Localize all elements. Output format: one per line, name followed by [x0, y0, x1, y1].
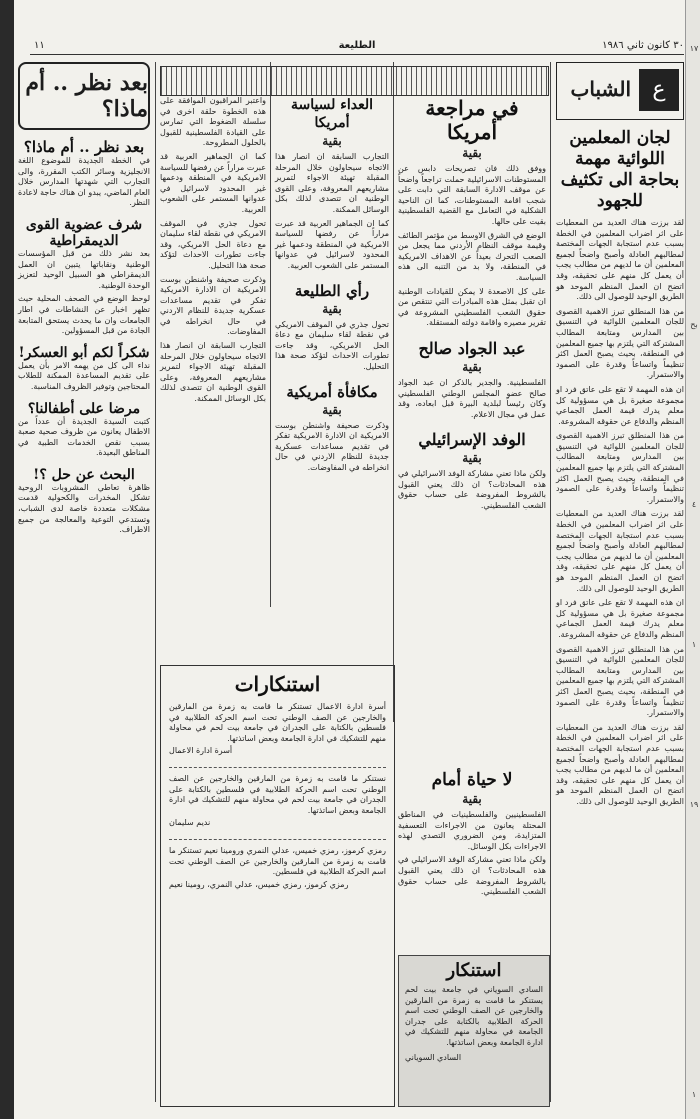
teachers-end: ان هذه المهمة لا تقع على عاتق فرد او مجموعة صغيرة بل هي مسؤولية كل معلم يدرك قيمة العمل الجماعي المنظم والدفاع عن حقوقه المشروعة.	[556, 384, 684, 426]
reward-america-headline: مكافأة أمريكية	[286, 382, 378, 401]
youth-column	[556, 62, 684, 807]
reward-continued: بقية	[322, 402, 342, 417]
after-look-text: في الخطة الجديدة للموضوع اللغة الانجليزية وسائر الكتب المقررة، والى التجارب التي شهدتها المدارس خلال العام الماضي، يبدو ان هناك حاجة لاعادة النظر.	[18, 156, 150, 208]
review-continued: بقية	[462, 146, 482, 160]
resignation-box	[398, 955, 550, 1107]
abdel-jawad-headline: عبد الجواد صالح	[418, 338, 526, 358]
review-text: على كل الاصعدة لا يمكن للقيادات الوطنية ان تقبل بمثل هذه المبادرات التي تنتقص من حقوق الشعب الفلسطيني المشروعة في تقرير مصيره واقامة دولته المستقلة.	[398, 286, 546, 328]
reward-text: وذكرت صحيفة واشنطن بوست الامريكية ان الادارة الامريكية تفكر في تقديم مساعدات عسكرية جديدة للنظام الاردني في حال انخراطه في المفاوضات.	[275, 420, 389, 472]
rabi-text: نداء الى كل من يهمه الامر بأن يعمل على تقديم المساعدة الممكنة للطلاب المحتاجين وتوفير الظروف المناسبة.	[18, 360, 150, 391]
review-america-column	[398, 96, 546, 512]
divider	[169, 839, 386, 840]
teachers-continued: من هذا المنطلق تبرز الاهمية القصوى للجان المعلمين اللوائية في التنسيق بين المدارس ومتابعة المطالب المشتركة التي يلتزم بها جميع المعلمين في المنطقة، بحيث يصبح العمل اكثر تنظيماً واتساعاً وقدرة على الصمود والاستمرار.	[556, 431, 684, 504]
hostility-headline: العداء لسياسة أمريكا	[290, 97, 374, 131]
column-rule	[550, 62, 551, 1102]
wafd-text: ولكن ماذا تعني مشاركة الوفد الاسرائيلي في هذه المحادثات؟ ان ذلك يعني القبول بالشروط المفروضة على حساب حقوق الشعب الفلسطيني.	[398, 469, 546, 511]
resignation-signature: أسرة ادارة الاعمال	[169, 746, 233, 756]
review-america-headline: في مراجعة أمريكا	[425, 96, 519, 144]
wafd-continued: بقية	[462, 451, 482, 466]
front-face-continued: بقية	[462, 792, 482, 806]
page-number: ١١	[34, 40, 45, 51]
wafd-headline: الوفد الإسرائيلي	[418, 430, 526, 450]
column-rule	[393, 62, 394, 722]
bleed-text: ١٩	[689, 800, 699, 809]
oversight-text: بعد نشر ذلك من قبل المؤسسات الوطنية ونقاباتها يتبين ان العمل الديمقراطي هو السبيل الوحيد لتعزيز الوحدة الوطنية.	[18, 248, 150, 290]
marvelous-headline: مرضا على أطفالنا؟	[27, 400, 141, 417]
resignations-headline: استنكارات	[234, 672, 321, 696]
teachers-more: من هذا المنطلق تبرز الاهمية القصوى للجان المعلمين اللوائية في التنسيق بين المدارس ومتابعة المطالب المشتركة التي يلتزم بها جميع المعلمين في المنطقة، بحيث يصبح العمل اكثر تنظيماً واتساعاً وقدرة على الصمود والاستمرار.	[556, 306, 684, 380]
resignation-text: رمزي كرموز، رمزي خميس، عدلي النمري ورومينا نعيم تستنكر ما قامت به زمرة من المارقين والخارجين عن الصف الوطني تحت اسم الحركة الطلابية في فلسطين.	[169, 845, 386, 877]
front-face-text: ولكن ماذا تعني مشاركة الوفد الاسرائيلي في هذه المحادثات؟ ان ذلك يعني القبول بالشروط المفروضة على حساب حقوق الشعب الفلسطيني.	[398, 855, 546, 897]
bleed-text: ٤	[691, 500, 697, 509]
resignation-signature: رمزي كرموز، رمزي خميس، عدلي النمري، رومينا نعيم	[169, 879, 349, 889]
hostility-text: كما ان الجماهير العربية قد عبرت مراراً عن رفضها للسياسة الامريكية في المنطقة ودعمها غير المحدود لاسرائيل في عدوانها المستمر على الشعوب العربية.	[275, 218, 389, 270]
reward-text: واعتبر المراقبون الموافقة على هذه الخطوة حلقة اخرى في سلسلة الضغوط التي تمارس على القيادة الفلسطينية للقبول بالحلول المطروحة.	[160, 96, 266, 148]
talia-continued: بقية	[322, 301, 342, 316]
hostility-text: التجارب السابقة ان انصار هذا الاتجاه سيحاولون خلال المرحلة المقبلة تهيئة الاجواء لتمرير مشاريعهم المعروفة، وعلى القوى الوطنية ان تتصدى لذلك بكل الوسائل الممكنة.	[275, 152, 389, 214]
pay-talk-headline: البحث عن حل ؟!	[33, 466, 135, 483]
after-look-headline: بعد نظر .. أم ماذا؟	[23, 138, 145, 156]
resignation-box-signature: السادي السوياني	[405, 1052, 462, 1062]
front-face-headline: لا حياة أمام	[431, 770, 513, 790]
column-rule	[270, 62, 271, 607]
reward-text: التجارب السابقة ان انصار هذا الاتجاه سيحاولون خلال المرحلة المقبلة تهيئة الاجواء لتمرير مشاريعهم المعروفة، وعلى القوى الوطنية ان تتصدى لذلك بكل الوسائل الممكنة.	[160, 341, 266, 404]
youth-badge: ع	[639, 69, 679, 111]
resignations-box	[160, 665, 395, 1107]
hostility-column	[275, 96, 389, 473]
abdel-jawad-text: الفلسطينية. والجدير بالذكر ان عبد الجواد صالح عضو المجلس الوطني الفلسطيني وكان رئيساً لبلدية البيرة قبل ابعاده، وقد عمل في مجال الاعلام.	[398, 377, 546, 419]
beni-darwish-text: لوحظ الوضع في الصحف المحلية حيث تظهر اخبار عن النشاطات في اطار الجامعات وان ما يحدث يستحق المتابعة الجادة من قبل المسؤولين.	[18, 294, 150, 336]
teachers-headline: لجان المعلمين اللوائية مهمة بحاجة الى تكثيف للجهود	[560, 128, 680, 211]
youth-section-banner	[556, 62, 684, 120]
letters-masthead	[18, 62, 150, 130]
talia-view-headline: رأي الطليعة	[294, 281, 370, 300]
issue-date: ٣٠ كانون ثاني ١٩٨٦	[602, 40, 684, 51]
letters-masthead-label: بعد نظر .. أم ماذا؟	[25, 70, 148, 122]
youth-section-label: الشباب	[570, 77, 631, 101]
adjacent-page-strip	[685, 0, 700, 1119]
page-header	[30, 38, 684, 55]
marvelous-text: كتبت السيدة الجديدة أن عدداً من الاطفال يعانون من ظروف صحية صعبة بسبب نقص الخدمات الطبية في المناطق البعيدة.	[18, 416, 150, 458]
divider	[169, 767, 386, 768]
resignation-box-headline: استنكار	[446, 960, 502, 981]
hostility-continued: بقية	[322, 134, 342, 148]
resignation-box-text: السادي السوياني في جامعة بيت لحم يستنكر ما قامت به زمرة من المارقين والخارجين عن الصف الوطني تحت اسم الحركة الطلابية بالكتابة على جدران الجامعة في محاولة منهم للتشكيك في ادارة الجامعة وبعض اساتذتها.	[405, 985, 543, 1047]
teachers-continued: ان هذه المهمة لا تقع على عاتق فرد او مجموعة صغيرة بل هي مسؤولية كل معلم يدرك قيمة العمل الجماعي المنظم والدفاع عن حقوقه المشروعة.	[556, 598, 684, 639]
reward-text: وذكرت صحيفة واشنطن بوست الامريكية ان الادارة الامريكية تفكر في تقديم مساعدات عسكرية جديدة للنظام الاردني في حال انخراطه في المفاوضات.	[160, 274, 266, 337]
reward-text: تحول جذري في الموقف الامريكي في نقطة لقاء سليمان مع دعاة الحل الامريكي، وقد جاءت تطورات الاحداث لتؤكد صحة هذا التحليل.	[160, 218, 266, 270]
reward-column	[160, 96, 266, 405]
resignation-text: نستنكر ما قامت به زمرة من المارقين والخارجين عن الصف الوطني تحت اسم الحركة الطلابية في فلسطين بالكتابة على الجدران في جامعة بيت لحم في محاولة منهم للتشكيك في ادارة الجامعة وبعض اساتذتها.	[169, 773, 386, 815]
letters-column	[18, 62, 150, 536]
pay-talk-text: ظاهرة تعاطي المشروبات الروحية تشكل المخدرات والكحولية قدمت مشكلات متعددة خاصة لدى الشباب، وتستدعي التوعية والمعالجة من جميع الاطراف.	[18, 482, 150, 535]
bleed-text: ١	[691, 640, 697, 649]
front-face-column	[398, 770, 546, 898]
review-text: الوضع في الشرق الاوسط من مؤتمر الطائف وقيمة موقف النظام الأردني مما يجعل من الصعب التحرك بعيداً عن الاهداف الامريكية في المنطقة، ولا بد من التنبه الى هذه السياسة.	[398, 230, 546, 282]
section-banner-hatch	[160, 66, 549, 96]
publication-name: الطليعة	[338, 40, 376, 51]
abdel-jawad-continued: بقية	[462, 359, 482, 374]
teachers-continued: لقد برزت هناك العديد من المعطيات على اثر اضراب المعلمين في الخطة بسبب عدم استجابة الجهات المختصة لمطالبهم العادلة وأصبح واضحاً لجميع المعلمين أن ما لديهم من مطالب يجب أن يعمل كل منهم على تحقيقه، وقد اتضح ان العمل المنظم الموحد هو الطريق الوحيد للوصول الى ذلك.	[556, 722, 684, 806]
reward-text: كما ان الجماهير العربية قد عبرت مراراً عن رفضها للسياسة الامريكية في المنطقة ودعمها غير المحدود لاسرائيل في عدوانها المستمر على الشعوب العربية.	[160, 151, 266, 214]
bleed-text: بح	[690, 320, 698, 329]
review-text: ووفق ذلك فان تصريحات دابس عن المستوطنات الاسرائيلية حملت تراجعاً واضحاً عن موقف الادارة السابقة التي دابت على شجب اقامة المستوطنات، كما ان الناحية الشكلية في التعامل مع القضية الفلسطينية بقيت على حالها.	[398, 164, 546, 226]
teachers-intro: لقد برزت هناك العديد من المعطيات على اثر اضراب المعلمين في الخطة بسبب عدم استجابة الجهات المختصة لمطالبهم العادلة وأصبح واضحاً لجميع المعلمين أن ما لديهم من مطالب يجب أن يعمل كل منهم على تحقيقه، وقد اتضح ان العمل المنظم الموحد هو الطريق الوحيد للوصول الى ذلك.	[556, 218, 684, 302]
scan-edge-left	[0, 0, 14, 1119]
teachers-continued: لقد برزت هناك العديد من المعطيات على اثر اضراب المعلمين في الخطة بسبب عدم استجابة الجهات المختصة لمطالبهم العادلة وأصبح واضحاً لجميع المعلمين أن ما لديهم من مطالب يجب أن يعمل كل منهم على تحقيقه، وقد اتضح ان العمل المنظم الموحد هو الطريق الوحيد للوصول الى ذلك.	[556, 509, 684, 593]
teachers-continued: من هذا المنطلق تبرز الاهمية القصوى للجان المعلمين اللوائية في التنسيق بين المدارس ومتابعة المطالب المشتركة التي يلتزم بها جميع المعلمين في المنطقة، بحيث يصبح العمل اكثر تنظيماً واتساعاً وقدرة على الصمود والاستمرار.	[556, 644, 684, 718]
bleed-text: ١٧	[689, 44, 699, 53]
column-rule	[155, 62, 156, 1102]
oversight-headline: شرف عضوية القوى الديمقراطية	[25, 216, 143, 249]
front-face-text: الفلسطينيين والفلسطينيات في المناطق المحتلة يعانون من الاجراءات التعسفية المتزايدة، ومن الضروري التصدي لهذه الاجراءات بكل الوسائل.	[398, 810, 546, 851]
rabi-headline: شكراً لكم أبو العسكر!	[18, 344, 150, 361]
resignation-signature: نديم سليمان	[169, 818, 211, 828]
resignation-text: أسرة ادارة الاعمال تستنكر ما قامت به زمرة من المارقين والخارجين عن الصف الوطني تحت اسم الحركة الطلابية في فلسطين بالكتابة على الجدران في جامعة بيت لحم في محاولة منهم للتشكيك في ادارة الجامعة وبعض اساتذتها.	[169, 702, 386, 743]
talia-text: تحول جذري في الموقف الامريكي في نقطة لقاء سليمان مع دعاة الحل الامريكي، وقد جاءت تطورات الاحداث لتؤكد صحة هذا التحليل.	[275, 319, 389, 371]
bleed-text: ١	[691, 1090, 697, 1099]
